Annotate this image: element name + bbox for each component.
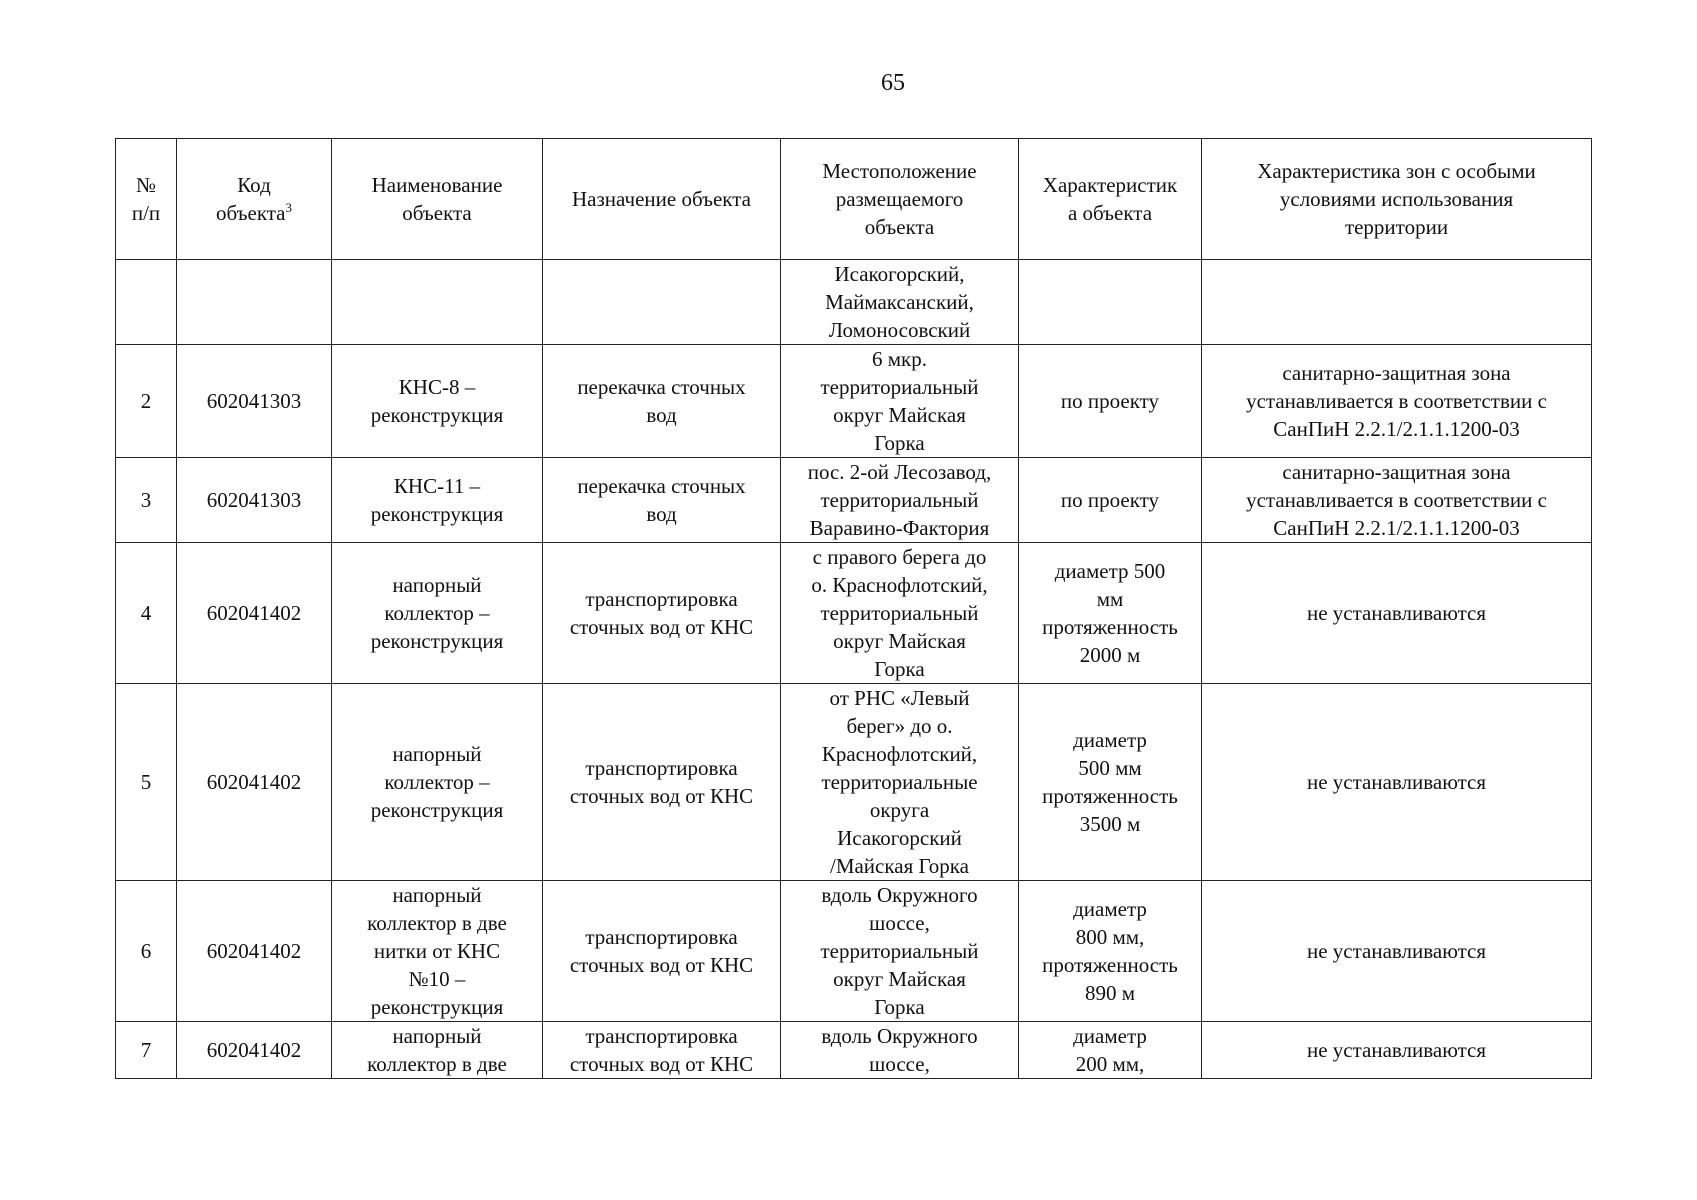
table-row (116, 684, 1592, 881)
cell-purpose: транспортировка сточных вод от КНС (543, 881, 781, 1022)
header-name: Наименование объекта (332, 139, 543, 260)
header-purpose: Назначение объекта (543, 139, 781, 260)
cell-location: вдоль Окружного шоссе, территориальный округ Майская Горка (781, 881, 1019, 1022)
cell-name: напорный коллектор в две нитки от КНС №10 – реконструкция (332, 881, 543, 1022)
table-row (116, 1022, 1592, 1079)
table-row (116, 543, 1592, 684)
table-header-row (116, 139, 1592, 260)
cell-purpose: транспортировка сточных вод от КНС (543, 1022, 781, 1079)
cell-code: 602041303 (177, 458, 332, 543)
cell-location: вдоль Окружного шоссе, (781, 1022, 1019, 1079)
page-number: 65 (881, 70, 905, 96)
cell-location: с правого берега до о. Краснофлотский, территориальный округ Майская Горка (781, 543, 1019, 684)
cell-characteristics: диаметр 500 мм протяженность 3500 м (1019, 684, 1202, 881)
cell-zones (1202, 260, 1592, 345)
cell-code: 602041402 (177, 1022, 332, 1079)
cell-zones: не устанавливаются (1202, 543, 1592, 684)
header-code-footnote: 3 (285, 200, 293, 215)
header-characteristics: Характеристик а объекта (1019, 139, 1202, 260)
objects-table (115, 138, 1592, 1079)
cell-code: 602041402 (177, 684, 332, 881)
cell-purpose: транспортировка сточных вод от КНС (543, 543, 781, 684)
table-row (116, 345, 1592, 458)
cell-zones: не устанавливаются (1202, 881, 1592, 1022)
cell-purpose: перекачка сточных вод (543, 458, 781, 543)
cell-code: 602041402 (177, 543, 332, 684)
cell-zones: санитарно-защитная зона устанавливается в соответствии с СанПиН 2.2.1/2.1.1.1200-03 (1202, 345, 1592, 458)
cell-location: Исакогорский, Маймаксанский, Ломоносовский (781, 260, 1019, 345)
header-num: № п/п (116, 139, 177, 260)
cell-zones: не устанавливаются (1202, 684, 1592, 881)
cell-characteristics (1019, 260, 1202, 345)
cell-num: 7 (116, 1022, 177, 1079)
cell-code (177, 260, 332, 345)
table-row (116, 881, 1592, 1022)
cell-name (332, 260, 543, 345)
cell-num: 4 (116, 543, 177, 684)
cell-name: напорный коллектор – реконструкция (332, 684, 543, 881)
cell-num: 2 (116, 345, 177, 458)
header-zones: Характеристика зон с особыми условиями использования территории (1202, 139, 1592, 260)
cell-purpose (543, 260, 781, 345)
cell-code: 602041402 (177, 881, 332, 1022)
cell-purpose: перекачка сточных вод (543, 345, 781, 458)
cell-name: КНС-8 – реконструкция (332, 345, 543, 458)
cell-location: от РНС «Левый берег» до о. Краснофлотский, территориальные округа Исакогорский /Майская Горка (781, 684, 1019, 881)
cell-characteristics: по проекту (1019, 345, 1202, 458)
cell-num: 5 (116, 684, 177, 881)
header-code (177, 139, 332, 260)
cell-characteristics: диаметр 200 мм, (1019, 1022, 1202, 1079)
cell-num (116, 260, 177, 345)
cell-name: напорный коллектор в две (332, 1022, 543, 1079)
cell-purpose: транспортировка сточных вод от КНС (543, 684, 781, 881)
cell-num: 3 (116, 458, 177, 543)
cell-location: 6 мкр. территориальный округ Майская Горка (781, 345, 1019, 458)
cell-characteristics: диаметр 500 мм протяженность 2000 м (1019, 543, 1202, 684)
header-location: Местоположение размещаемого объекта (781, 139, 1019, 260)
cell-zones: санитарно-защитная зона устанавливается в соответствии с СанПиН 2.2.1/2.1.1.1200-03 (1202, 458, 1592, 543)
cell-zones: не устанавливаются (1202, 1022, 1592, 1079)
cell-name: напорный коллектор – реконструкция (332, 543, 543, 684)
table-row (116, 260, 1592, 345)
cell-num: 6 (116, 881, 177, 1022)
table-row (116, 458, 1592, 543)
cell-name: КНС-11 – реконструкция (332, 458, 543, 543)
cell-characteristics: по проекту (1019, 458, 1202, 543)
cell-location: пос. 2-ой Лесозавод, территориальный Варавино-Фактория (781, 458, 1019, 543)
cell-code: 602041303 (177, 345, 332, 458)
cell-characteristics: диаметр 800 мм, протяженность 890 м (1019, 881, 1202, 1022)
header-code-label: Код объекта (215, 173, 286, 225)
